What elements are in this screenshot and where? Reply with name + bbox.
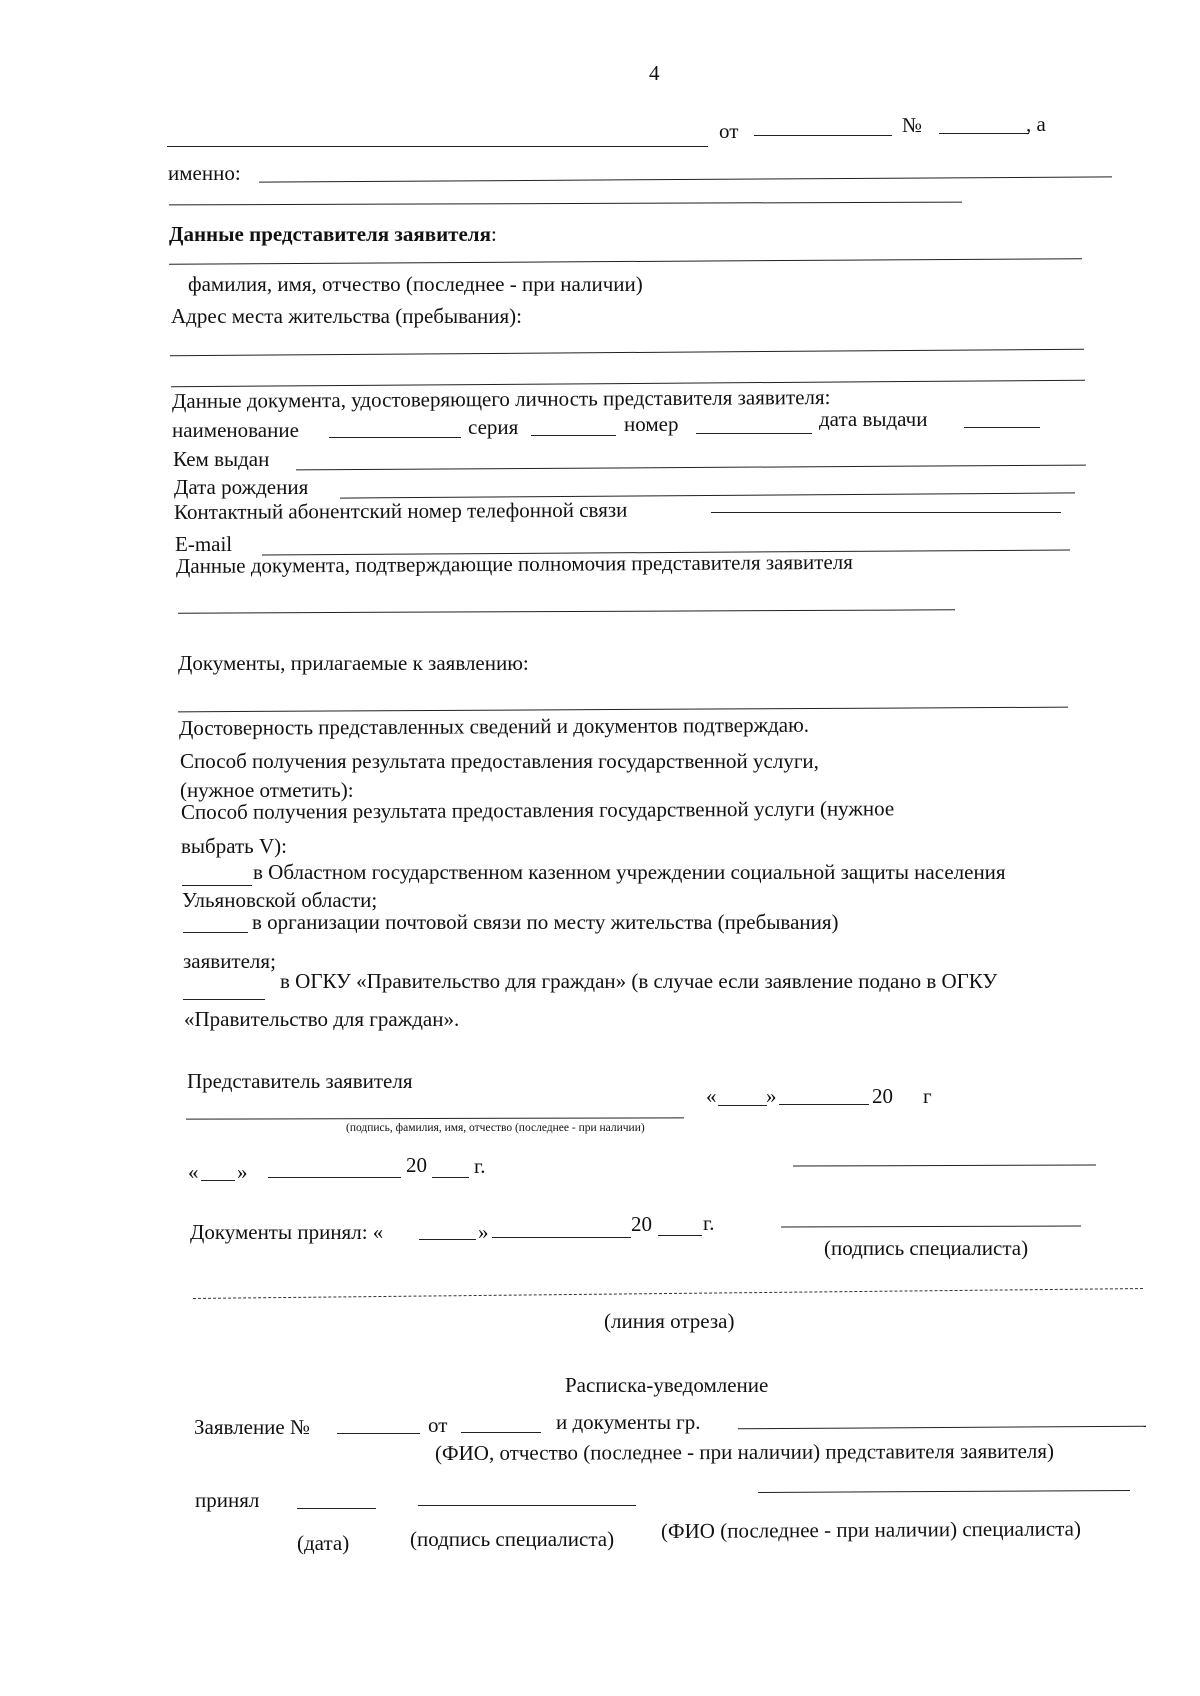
blank-line <box>432 1177 469 1178</box>
option3-line-a: в ОГКУ «Правительство для граждан» (в случае если заявление подано в ОГКУ <box>280 969 998 993</box>
label-ot: от <box>428 1413 448 1437</box>
blank-line <box>169 258 1082 265</box>
caption-cut-line: (линия отреза) <box>604 1309 735 1333</box>
blank-line <box>337 1433 420 1434</box>
text-method-line2: (нужное отметить): <box>180 778 354 802</box>
caption-date: (дата) <box>297 1531 350 1555</box>
blank-line <box>419 1239 476 1240</box>
label-series: серия <box>468 415 519 439</box>
blank-line <box>758 1490 1130 1493</box>
caption-specialist-signature: (подпись специалиста) <box>410 1527 615 1551</box>
cut-line <box>193 1288 1143 1299</box>
blank-line <box>658 1235 702 1236</box>
label-imenno: именно: <box>168 161 241 185</box>
label-application-no: Заявление № <box>194 1415 311 1439</box>
blank-line <box>170 349 1084 356</box>
caption-specialist-fio: (ФИО (последнее - при наличии) специалиста) <box>660 1516 1082 1543</box>
label-ot: от <box>719 119 739 143</box>
label-number: номер <box>624 412 679 436</box>
blank-line <box>964 427 1040 428</box>
label-comma-a: , а <box>1026 112 1046 136</box>
option1-line-a: в Областном государственном казенном учреждении социальной защиты населения <box>253 860 1006 884</box>
label-number-sign: № <box>902 113 923 137</box>
quote-open: « <box>706 1084 717 1108</box>
page-number: 4 <box>649 61 660 85</box>
blank-line <box>169 202 962 206</box>
year-suffix: г. <box>474 1154 486 1178</box>
caption-representative-fio: (ФИО, отчество (последнее - при наличии) представителя заявителя) <box>434 1438 1055 1465</box>
checkbox-line-option2[interactable] <box>183 932 248 933</box>
signature-line <box>781 1225 1081 1227</box>
option1-line-b: Ульяновской области; <box>182 888 378 912</box>
receipt-title: Расписка-уведомление <box>565 1373 769 1397</box>
blank-line <box>268 1177 401 1178</box>
blank-line <box>259 176 1112 182</box>
year-prefix: 20 <box>872 1084 893 1108</box>
blank-line <box>296 465 1086 471</box>
blank-line <box>178 609 955 613</box>
label-attached-docs: Документы, прилагаемые к заявлению: <box>178 651 529 675</box>
section-title-representative: Данные представителя заявителя: <box>169 222 497 246</box>
label-email: E-mail <box>175 532 233 556</box>
year-suffix: г <box>923 1084 932 1108</box>
label-authority: Данные документа, подтверждающие полномочия представителя заявителя <box>175 549 853 578</box>
text-method-line3: Способ получения результата предоставления государственной услуги (нужное <box>180 796 895 824</box>
option2-line-b: заявителя; <box>183 949 276 973</box>
blank-line <box>297 1508 376 1509</box>
label-and-docs: и документы гр. <box>556 1410 701 1434</box>
blank-line <box>418 1505 636 1506</box>
year-prefix: 20 <box>631 1212 652 1236</box>
blank-line <box>531 435 616 436</box>
label-birth-date: Дата рождения <box>174 475 309 499</box>
blank-line <box>461 1432 541 1433</box>
checkbox-line-option1[interactable] <box>182 885 252 886</box>
label-name: наименование <box>172 418 299 442</box>
quote-close: » <box>478 1220 489 1244</box>
blank-line <box>178 707 1068 713</box>
year-prefix: 20 <box>406 1153 427 1177</box>
blank-line <box>738 1426 1146 1429</box>
blank-line <box>492 1237 631 1238</box>
blank-line <box>754 135 892 136</box>
blank-line <box>779 1104 869 1105</box>
caption-signature: (подпись, фамилия, имя, отчество (последнее - при наличии) <box>346 1122 645 1134</box>
checkbox-line-option3[interactable] <box>183 999 265 1000</box>
quote-close: » <box>237 1160 248 1184</box>
blank-line <box>939 133 1029 134</box>
text-method-line4: выбрать V): <box>181 834 287 858</box>
caption-fio: фамилия, имя, отчество (последнее - при наличии) <box>188 272 643 296</box>
year-suffix: г. <box>703 1211 715 1235</box>
blank-line <box>696 433 812 434</box>
quote-close: » <box>766 1084 777 1108</box>
section-title-id-document: Данные документа, удостоверяющего личность представителя заявителя: <box>171 384 831 413</box>
blank-line <box>329 437 461 438</box>
label-issue-date: дата выдачи <box>819 407 928 431</box>
caption-specialist-signature: (подпись специалиста) <box>824 1236 1029 1260</box>
blank-line <box>711 512 1061 513</box>
blank-line <box>201 1180 235 1181</box>
option3-line-b: «Правительство для граждан». <box>184 1007 460 1031</box>
label-issued-by: Кем выдан <box>173 447 270 471</box>
label-representative: Представитель заявителя <box>187 1069 413 1093</box>
signature-line <box>793 1164 1096 1166</box>
text-method-line1: Способ получения результата предоставления государственной услуги, <box>180 749 819 773</box>
label-accepted-by: принял <box>195 1488 260 1512</box>
option2-line-a: в организации почтовой связи по месту жительства (пребывания) <box>252 910 839 934</box>
blank-line <box>167 146 708 147</box>
text-confirmation: Достоверность представленных сведений и документов подтверждаю. <box>178 712 810 740</box>
blank-line <box>718 1105 767 1106</box>
label-address: Адрес места жительства (пребывания): <box>171 304 523 328</box>
quote-open: « <box>188 1160 199 1184</box>
label-accepted: Документы принял: « <box>190 1220 384 1244</box>
label-phone: Контактный абонентский номер телефонной связи <box>173 497 628 524</box>
